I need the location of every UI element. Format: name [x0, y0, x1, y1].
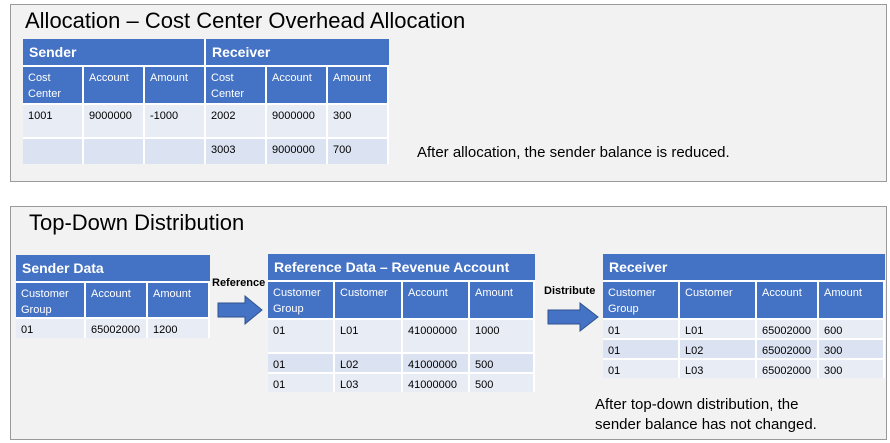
table-cell: 01: [603, 338, 680, 358]
table-cell: 500: [470, 352, 535, 372]
col-amount: Amount: [148, 281, 210, 317]
topdown-note-line1: After top-down distribution, the: [595, 396, 799, 413]
topdown-note: [595, 395, 817, 435]
reference-data-table: [268, 254, 535, 392]
right-arrow-icon: [547, 302, 599, 332]
col-customer-group: Customer Group: [603, 280, 680, 318]
reference-label: Reference: [212, 277, 266, 289]
col-customer: Customer: [335, 280, 403, 318]
col-account: Account: [267, 65, 328, 103]
table-cell: 01: [268, 372, 335, 392]
col-amount: Amount: [819, 280, 885, 318]
receiver-header: Receiver: [212, 44, 271, 60]
col-amount: Amount: [470, 280, 535, 318]
sender-data-header: Sender Data: [22, 260, 104, 276]
allocation-table: [23, 39, 389, 164]
allocation-note: After allocation, the sender balance is reduced.: [417, 144, 730, 161]
receiver-table: [603, 254, 885, 378]
table-cell: 65002000: [757, 338, 819, 358]
table-cell: 9000000: [267, 137, 328, 164]
table-cell: 600: [819, 318, 885, 338]
table-cell: L01: [680, 318, 757, 338]
table-cell: -1000: [145, 103, 206, 137]
allocation-header-bar: [23, 39, 389, 65]
table-cell: 9000000: [267, 103, 328, 137]
table-cell: 01: [603, 318, 680, 338]
table-cell: 300: [819, 358, 885, 378]
topdown-title: Top-Down Distribution: [29, 210, 245, 235]
table-cell: 41000000: [403, 318, 470, 352]
right-arrow-icon: [217, 295, 263, 325]
table-cell: 700: [328, 137, 389, 164]
table-cell: 1001: [23, 103, 84, 137]
col-amount: Amount: [328, 65, 389, 103]
col-customer-group: Customer Group: [16, 281, 86, 317]
col-customer: Customer: [680, 280, 757, 318]
col-cost-center: Cost Center: [23, 65, 84, 103]
topdown-note-line2: sender balance has not changed.: [595, 416, 817, 433]
table-cell: [145, 137, 206, 164]
table-cell: L03: [335, 372, 403, 392]
table-cell: 1000: [470, 318, 535, 352]
header-divider: [204, 39, 206, 65]
table-cell: 01: [16, 317, 86, 338]
table-cell: 01: [268, 318, 335, 352]
table-cell: 01: [268, 352, 335, 372]
table-cell: 300: [819, 338, 885, 358]
receiver-header: Receiver: [609, 259, 668, 275]
table-cell: 300: [328, 103, 389, 137]
reference-data-header: Reference Data – Revenue Account: [274, 259, 510, 275]
col-account: Account: [403, 280, 470, 318]
table-cell: 65002000: [86, 317, 148, 338]
table-cell: 1200: [148, 317, 210, 338]
table-cell: 3003: [206, 137, 267, 164]
col-customer-group: Customer Group: [268, 280, 335, 318]
allocation-title: Allocation – Cost Center Overhead Allocation: [25, 8, 466, 33]
col-amount: Amount: [145, 65, 206, 103]
table-cell: 41000000: [403, 372, 470, 392]
table-cell: 65002000: [757, 358, 819, 378]
col-cost-center: Cost Center: [206, 65, 267, 103]
table-cell: L03: [680, 358, 757, 378]
col-account: Account: [84, 65, 145, 103]
table-cell: 01: [603, 358, 680, 378]
col-account: Account: [757, 280, 819, 318]
table-cell: L02: [335, 352, 403, 372]
table-cell: [23, 137, 84, 164]
col-account: Account: [86, 281, 148, 317]
sender-header: Sender: [29, 44, 77, 60]
table-cell: [84, 137, 145, 164]
distribute-label: Distribute: [544, 285, 596, 297]
table-cell: 9000000: [84, 103, 145, 137]
sender-data-table: [16, 255, 210, 338]
table-cell: 2002: [206, 103, 267, 137]
table-cell: 41000000: [403, 352, 470, 372]
table-cell: L01: [335, 318, 403, 352]
table-cell: L02: [680, 338, 757, 358]
table-cell: 500: [470, 372, 535, 392]
table-cell: 65002000: [757, 318, 819, 338]
